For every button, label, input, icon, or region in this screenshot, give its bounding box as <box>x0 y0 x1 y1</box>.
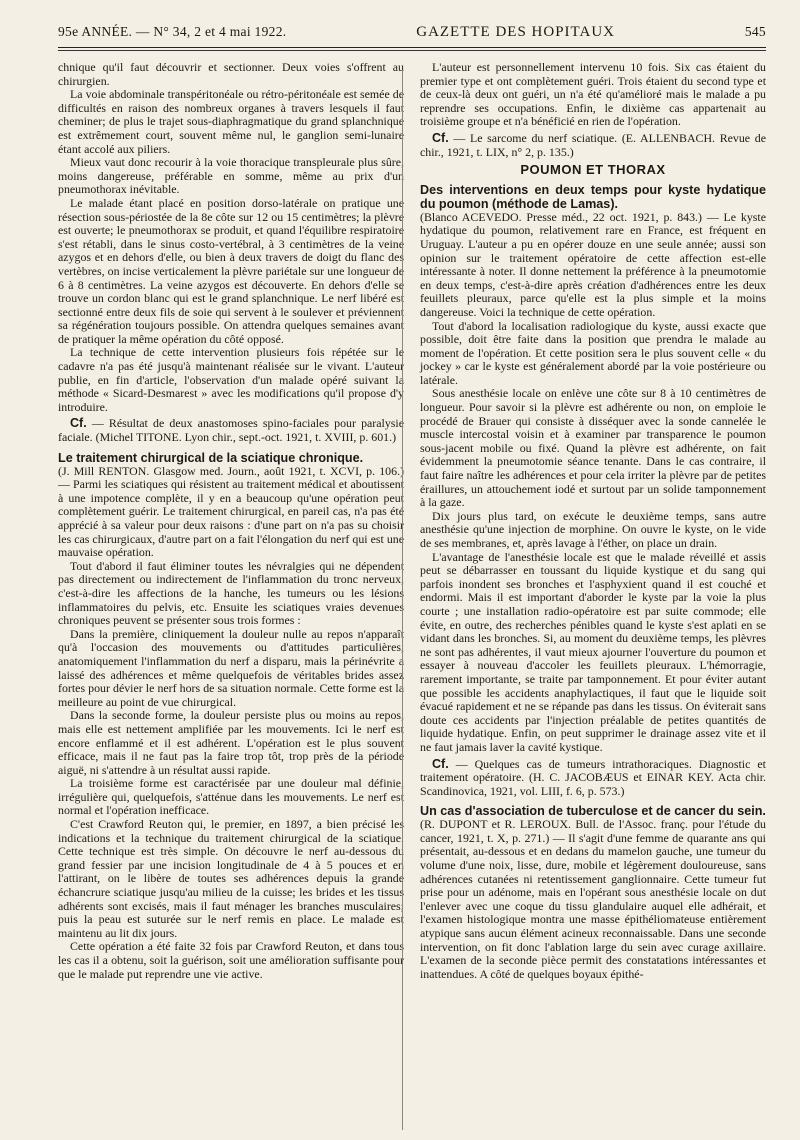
article-heading: Le traitement chirurgical de la sciatique chronique. <box>58 450 364 465</box>
paragraph: Le malade étant placé en position dorso-latérale on pratique une résection sous-périostée de la 8e côte sur 12 ou 15 centimètres; la plèvre est ouverte; le pneumothorax se produit, et quand l'équilibre respiratoire s'est rétabli, dans le sinus costo-vertébral, à 3 centimètres de la veine azygos et en dehors d'elle, ou bien à deux travers de doigt du flanc des vertèbres, on incise verticalement la plèvre pariétale sur une longueur de 6 à 8 centimètres. La veine azygos est découverte. En dehors d'elle se trouve un cordon blanc qui est le grand splanchnique. Le nerf libéré est sectionné entre deux fils de soie qui servent à le soulever et préviennent sa régénération toujours possible. On attendra quelques semaines avant de pratiquer la même opération du côté opposé. <box>58 195 404 346</box>
cf-label: Cf. <box>432 756 449 771</box>
running-header <box>58 24 766 41</box>
paragraph: Dix jours plus tard, on exécute le deuxième temps, sans autre anesthésie qu'une injection de morphine. On ouvre le kyste, on le vide de ses membranes, et, après lavage à l'éther, on place un drain. <box>420 508 766 550</box>
issue-line: 95e ANNÉE. — N° 34, 2 et 4 mai 1922. <box>58 24 287 39</box>
paragraph: La technique de cette intervention plusieurs fois répétée sur le cadavre n'a pas été jusqu'à maintenant réalisée sur le vivant. L'auteur publie, en fin d'article, l'observation d'un malade opéré suivant la méthode « Sicard-Desmarest » avec les modifications qu'il propose d'y introduire. <box>58 345 404 414</box>
journal-title: GAZETTE DES HOPITAUX <box>416 24 616 40</box>
header-rule <box>58 47 766 48</box>
header-rule-thin <box>58 50 766 51</box>
cf-reference <box>58 417 404 444</box>
right-column <box>420 61 766 981</box>
article-reference: (R. DUPONT et R. LEROUX. Bull. de l'Assoc. franç. pour l'étude du cancer, 1921, t. X, p. 271.) — Il s'agit d'une femme de quarante ans qui présentait, au-dessous et en dedans du mamelon gauche, une tumeur du volume d'une noix, lisse, dure, mobile et légèrement douloureuse, sans adhérences cutanées ni retentissement ganglionnaire. Cette tumeur fut prise pour un adénome, mais en l'opérant sous anesthésie locale on dut l'enlever avec une coque du tissu glandulaire auquel elle adhérait, et l'examen histologique montra une masse épithéliomateuse entièrement atypique sans aucun élément acineux reconnaissable. Dans une seconde intervention, on fit donc l'ablation large du sein avec curage axillaire. L'examen de la seconde pièce permit des constatations intéressantes et inattendues. A côté de quelques boyaux épithé- <box>420 817 766 981</box>
page-number: 545 <box>744 24 766 39</box>
cf-text: — Quelques cas de tumeurs intrathoraciques. Diagnostic et traitement opératoire. (H. C. JACOBÆUS et EINAR KEY. Acta chir. Scandinovica, 1921, vol. LIII, f. 6, p. 573.) <box>420 756 766 798</box>
cf-text: — Résultat de deux anastomoses spino-faciales pour paralysie faciale. (Michel TITONE. Lyon chir., sept.-oct. 1921, t. XVIII, p. 601.) <box>58 416 404 445</box>
cf-label: Cf. <box>70 416 87 431</box>
article-reference: (Blanco ACEVEDO. Presse méd., 22 oct. 1921, p. 843.) — Le kyste hydatique du poumon, relativement rare en France, est fréquent en Uruguay. L'auteur a pu en opérer douze en une seule année; aussi son opinion sur le traitement opératoire de cette affection est-elle intéressante à noter. Il donne nettement la préférence à la pneumotomie en deux temps, c'est-à-dire après création d'adhérences entre les deux feuillets pleuraux, parce qu'elle est la plus simple et la moins dangereuse. Voici la technique de cette opération. <box>420 209 766 319</box>
cf-text: — Le sarcome du nerf sciatique. (E. ALLENBACH. Revue de chir., 1921, t. LIX, n° 2, p. 135.) <box>420 130 766 159</box>
paragraph: La voie abdominale transpéritonéale ou rétro-péritonéale est semée de difficultés en raison des nombreux organes à travers lesquels il faut cheminer; de plus le trajet sous-diaphragmatique du grand splanchnique est extrêmement court, souvent même nul, le ganglion semi-lunaire étant accolé aux piliers. <box>58 87 404 156</box>
paragraph: Dans la seconde forme, la douleur persiste plus ou moins au repos, mais elle est nettement amplifiée par les mouvements. Ici le nerf est encore enflammé et il est adhérent. L'opération est le plus souvent efficace, mais il ne faut pas la faire trop tôt, trop près de la période aiguë, ni s'attendre à un résultat aussi rapide. <box>58 708 404 777</box>
left-column <box>58 61 404 981</box>
article-heading: Un cas d'association de tuberculose et de cancer du sein. <box>420 804 766 819</box>
paragraph: Sous anesthésie locale on enlève une côte sur 8 à 10 centimètres de longueur. Pour savoir si la plèvre est adhérente ou non, on emploie le procédé de Brauer qui consiste à disséquer avec la sonde cannelée le muscle intercostal voisin et à examiner par transparence le poumon sous-jacent mobile ou fixé. Quand la plèvre est adhérente, on fait évidemment la pneumotomie séance tenante. Dans le cas contraire, il faut faire naître les adhérences et pour cela irriter la plèvre par de petites éraillures, un attouchement iodé et surtout par un solide tamponnement à la gaze. <box>420 386 766 510</box>
paragraph: Cette opération a été faite 32 fois par Crawford Reuton, et dans tous les cas il a obtenu, soit la guérison, soit une amélioration suffisante pour que le malade put reprendre une vie active. <box>58 939 404 981</box>
paragraph: Dans la première, cliniquement la douleur nulle au repos n'apparaît qu'à l'occasion des mouvements ou d'attitudes particulières, anatomiquement l'inflammation du nerf a disparu, mais la périnévrite a laissé des adhérences et même quelquefois de véritables brides assez fortes pour dévier le nerf hors de sa situation normale. Cette forme est la meilleure au point de vue chirurgical. <box>58 626 404 709</box>
article-reference: (J. Mill RENTON. Glasgow med. Journ., août 1921, t. XCVI, p. 106.) — Parmi les sciatiques qui résistent au traitement médical et aboutissent à une impotence complète, il y en a beaucoup qu'une opération peut complètement guérir. Le traitement chirurgical, en pareil cas, n'a pas été apprécié à sa valeur pour deux raisons : d'une part on n'a pas su choisir les cas chirurgicaux, d'autre part on a fait l'élongation du nerf qui est une mauvaise opération. <box>58 463 404 560</box>
paragraph: Tout d'abord la localisation radiologique du kyste, aussi exacte que possible, doit être faite dans la position que prendra le malade au moment de l'opération. Et cette position sera le plus souvent celle « du jockey » car le kyste est généralement abordé par la voie postérieure ou latérale. <box>420 318 766 387</box>
article-heading: Des interventions en deux temps pour kyste hydatique du poumon (méthode de Lamas). <box>420 182 766 211</box>
paragraph: Tout d'abord il faut éliminer toutes les névralgies qui ne dépendent pas directement ou indirectement de l'inflammation du tronc nerveux, c'est-à-dire les affections de la hanche, les tumeurs ou les lésions inflammatoires du pelvis, etc. Ensuite les sciatiques vraies devenues chroniques peuvent se présenter sous trois formes : <box>58 558 404 628</box>
cf-label: Cf. <box>432 130 449 145</box>
paragraph: chnique qu'il faut découvrir et sectionner. Deux voies s'offrent au chirurgien. <box>58 60 404 88</box>
paragraph: L'avantage de l'anesthésie locale est que le malade réveillé et assis peut se débarrasser en toussant du liquide kystique et du sang qui parfois inondent ses bronches et l'asphyxient quand il est couché et endormi. Mais il est important d'aborder le kyste par la voie la plus courte ; une installation radio-opératoire est par suite commode; elle évite, en outre, des recherches pénibles quand le kyste s'est aplati en se vidant dans les bronches. Si, au moment du deuxième temps, les plèvres ne sont pas adhérentes, il vaut mieux ajourner l'ouverture du poumon et essayer à nouveau d'accoler les feuillets pleuraux. L'hémorragie, rarement importante, se traite par tamponnement. Et pour éviter autant que possible les accidents anaphylactiques, il faut que le liquide soit évacué rapidement et ne se répande pas dans les tissus. On éviterait sans doute ces accidents par l'injection préalable de petites quantités de liquide hydatique. Enfin, on peut supprimer le drainage assez vite et il ne faut jamais laver la cavité kystique. <box>420 549 766 754</box>
paragraph: L'auteur est personnellement intervenu 10 fois. Six cas étaient du premier type et ont complètement guéri. Trois étaient du second type et de ceux-là deux ont guéri, un n'a été qu'amélioré mais le malade a pu reprendre ses occupations. Enfin, le dixième cas appartenait au troisième groupe et n'a bénéficié en rien de l'opération. <box>420 60 766 129</box>
section-title: POUMON ET THORAX <box>520 162 666 178</box>
text-columns <box>58 61 766 981</box>
paragraph: La troisième forme est caractérisée par une douleur mal définie, irrégulière qui, quelquefois, s'atténue dans les mouvements. Le nerf est normal et l'opération inefficace. <box>58 776 404 818</box>
column-divider <box>402 70 403 1130</box>
cf-reference <box>420 132 766 159</box>
paragraph: C'est Crawford Reuton qui, le premier, en 1897, a bien précisé les indications et la technique du traitement chirurgical de la sciatique. Cette technique est très simple. On découvre le nerf au-dessous du grand fessier par une incision longitudinale de 4 à 5 pouces et en l'attirant, on le libère de toutes ses adhérences depuis la grande échancrure sciatique jusqu'au milieu de la cuisse; les brides et les tissus adhérents sont excisés, mais il faut ménager les branches musculaires; puis la peau est suturée sur le nerf remis en place. Le malade est maintenu au lit dix jours. <box>58 817 404 940</box>
paragraph: Mieux vaut donc recourir à la voie thoracique transpleurale plus sûre, moins dangereuse, préférable en somme, même au prix d'un pneumothorax inévitable. <box>58 155 404 197</box>
cf-reference <box>420 758 766 799</box>
